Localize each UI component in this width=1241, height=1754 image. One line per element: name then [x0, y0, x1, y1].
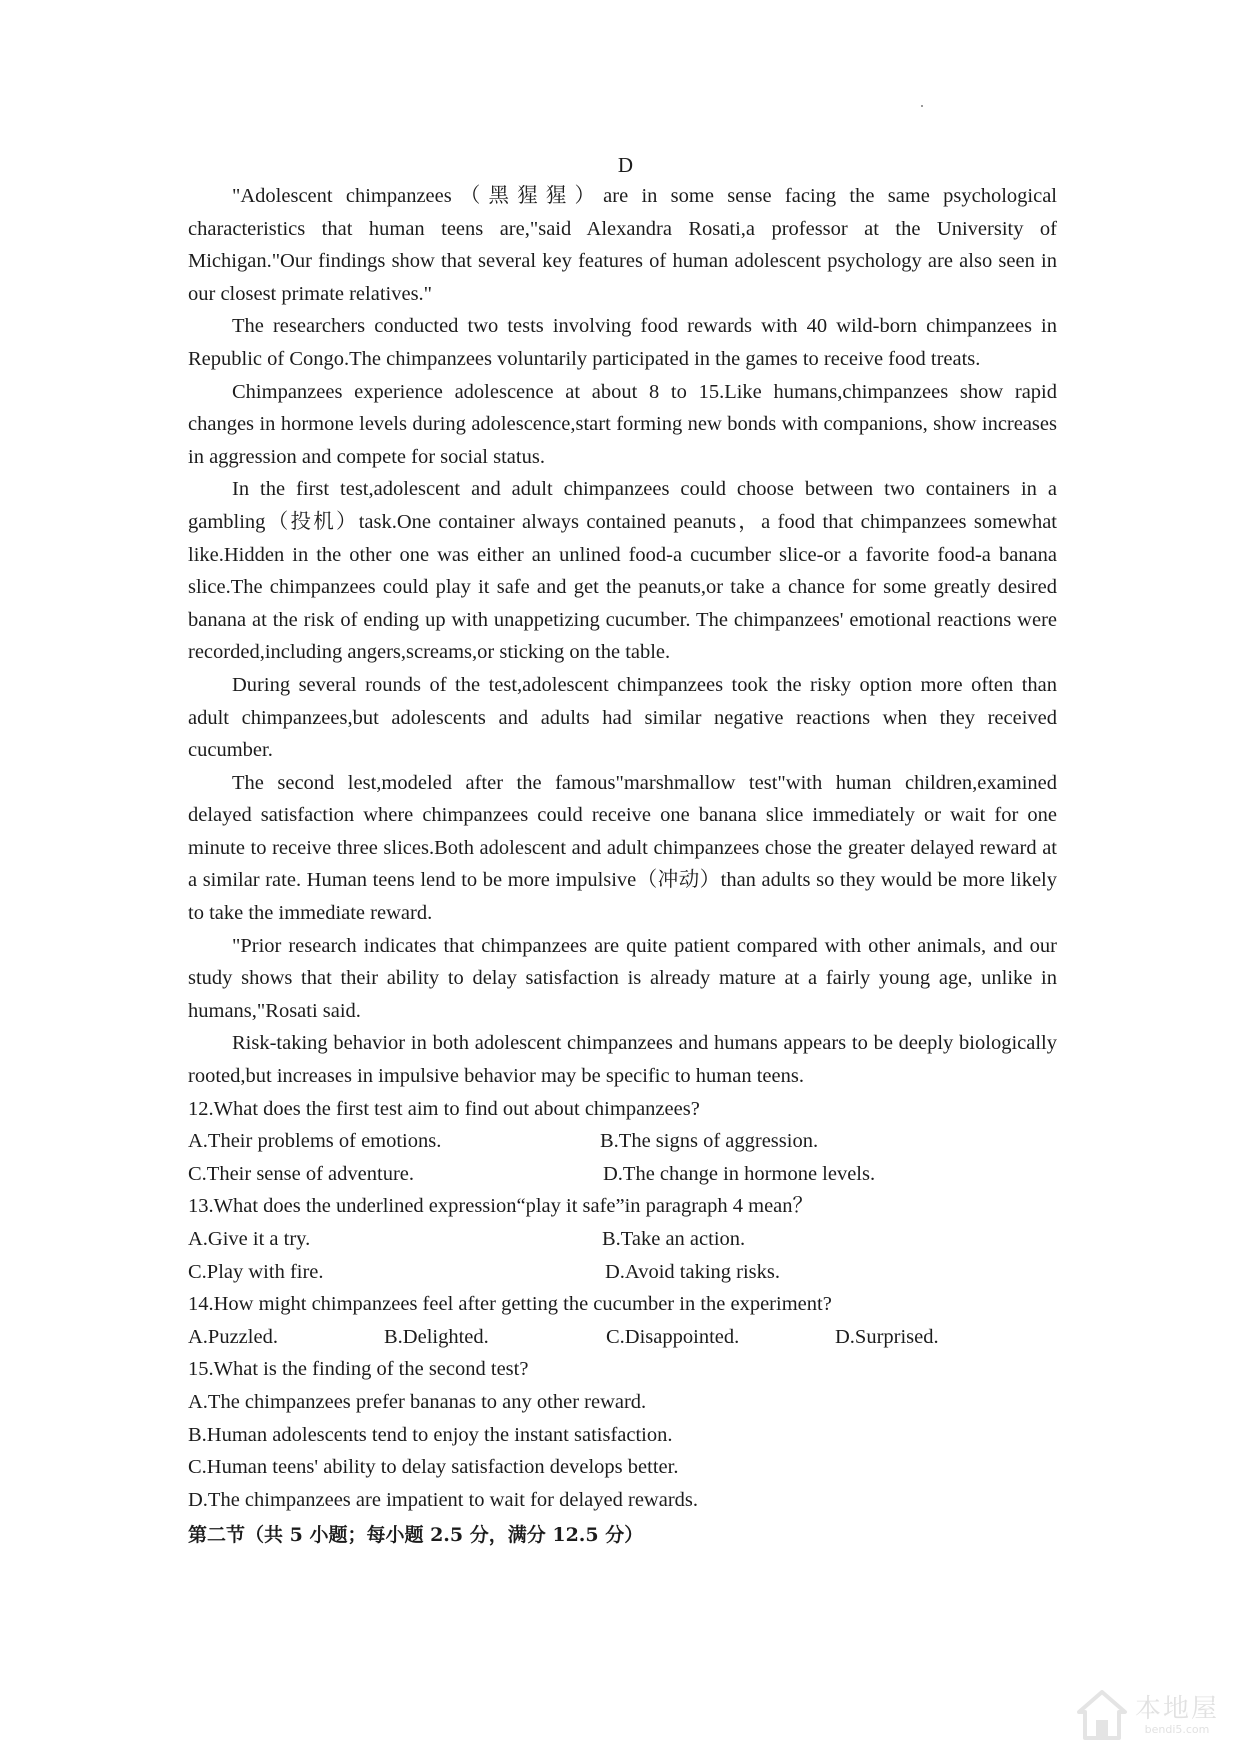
question-stem: 15.What is the finding of the second test?: [188, 1358, 529, 1381]
site-watermark: [1075, 1688, 1219, 1742]
question-15: [188, 1353, 1057, 1516]
watermark-text: [1135, 1694, 1219, 1736]
option-c: C.Disappointed.: [606, 1325, 740, 1348]
house-logo-icon: [1075, 1688, 1129, 1742]
option-c: C.Human teens' ability to delay satisfaction develops better.: [188, 1456, 679, 1479]
section-heading: 第二节（共 5 小题；每小题 2.5 分，满分 12.5 分）: [188, 1524, 644, 1547]
option-b: B.The signs of aggression.: [600, 1130, 819, 1153]
option-a: A.The chimpanzees prefer bananas to any other reward.: [188, 1390, 647, 1413]
passage-paragraph-8: Risk-taking behavior in both adolescent chimpanzees and humans appears to be deeply biologically rooted,but increases in impulsive behavior may be specific to human teens.: [188, 1032, 1057, 1088]
question-13: [188, 1190, 1057, 1288]
scan-speck: [921, 105, 923, 107]
question-stem: 12.What does the first test aim to find out about chimpanzees?: [188, 1097, 700, 1120]
watermark-name: 本地屋: [1134, 1694, 1219, 1724]
option-b: B.Take an action.: [602, 1228, 746, 1250]
passage-paragraph-7: "Prior research indicates that chimpanzees are quite patient compared with other animals, and our study shows that their ability to delay satisfaction is already mature at a fairly young age, unlike in humans,"Rosati said.: [188, 934, 1057, 1022]
option-b: B.Delighted.: [384, 1325, 489, 1348]
option-d: D.The chimpanzees are impatient to wait for delayed rewards.: [188, 1488, 699, 1511]
option-row: [188, 1125, 1057, 1158]
passage-paragraph-3: Chimpanzees experience adolescence at about 8 to 15.Like humans,chimpanzees show rapid changes in hormone levels during adolescence,start forming new bonds with companions, show increases in aggression and compete for social status.: [188, 380, 1057, 468]
passage-paragraph-6: The second lest,modeled after the famous"marshmallow test"with human children,examined delayed satisfaction where chimpanzees could receive one banana slice immediately or wait for one minute to receive three slices.Both adolescent and adult chimpanzees chose the greater delayed reward at a similar rate. Human teens lend to be more impulsive（冲动）than adults so they would be more likely to take the immediate reward.: [188, 771, 1057, 925]
option-row: [188, 1321, 1057, 1354]
option-c: C.Play with fire.: [188, 1260, 324, 1283]
passage-letter: D: [617, 153, 634, 177]
question-14: [188, 1288, 1057, 1353]
option-row: [188, 1256, 1057, 1289]
option-d: D.The change in hormone levels.: [603, 1162, 876, 1185]
passage-paragraph-1: "Adolescent chimpanzees（黑猩猩）are in some sense facing the same psychological characteristics that human teens are,"said Alexandra Rosati,a professor at the University of Michigan."Our findings show that several key features of human adolescent psychology are also seen in our closest primate relatives.": [188, 185, 1057, 305]
option-a: A.Give it a try.: [188, 1228, 311, 1250]
option-c: C.Their sense of adventure.: [188, 1162, 414, 1185]
question-stem: 13.What does the underlined expression“play it safe”in paragraph 4 mean？: [188, 1195, 814, 1218]
watermark-url: bendi5.com: [1144, 1723, 1210, 1736]
passage-paragraph-5: During several rounds of the test,adolescent chimpanzees took the risky option more often than adult chimpanzees,but adolescents and adults had similar negative reactions when they received cucumber.: [188, 673, 1057, 762]
option-a: A.Their problems of emotions.: [188, 1130, 442, 1153]
passage-paragraph-4: In the first test,adolescent and adult chimpanzees could choose between two containers in a gambling（投机）task.One container always contained peanuts，a food that chimpanzees somewhat like.Hidden in the other one was either an unlined food-a cucumber slice-or a favorite food-a banana slice.The chimpanzees could play it safe and get the peanuts,or take a chance for some greatly desired banana at the risk of ending up with unappetizing cucumber. The chimpanzees' emotional reactions were recorded,including angers,screams,or sticking on the table.: [188, 478, 1057, 664]
option-a: A.Puzzled.: [188, 1325, 278, 1348]
option-d: D.Avoid taking risks.: [605, 1260, 781, 1283]
option-d: D.Surprised.: [835, 1325, 939, 1348]
option-row: [188, 1223, 1057, 1256]
question-stem: 14.How might chimpanzees feel after getting the cucumber in the experiment?: [188, 1293, 832, 1316]
exam-page: [188, 150, 1057, 1552]
option-row: [188, 1158, 1057, 1191]
question-12: [188, 1093, 1057, 1191]
option-b: B.Human adolescents tend to enjoy the instant satisfaction.: [188, 1423, 673, 1446]
passage-paragraph-2: The researchers conducted two tests involving food rewards with 40 wild-born chimpanzees in Republic of Congo.The chimpanzees voluntarily participated in the games to receive food treats.: [188, 315, 1057, 370]
